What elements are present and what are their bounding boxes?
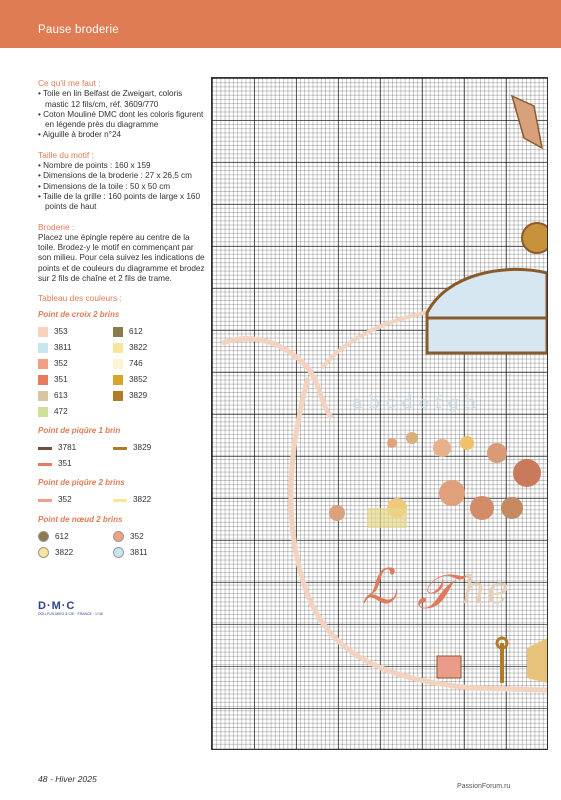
color-code: 3822: [133, 495, 152, 505]
size-title: Taille du motif :: [38, 149, 94, 160]
color-code: 352: [58, 495, 72, 505]
materials-item: • Coton Mouliné DMC dont les coloris figurent en légende près du diagramme: [38, 109, 204, 130]
color-swatch: [38, 343, 48, 353]
chart-motif-illustration: [212, 78, 547, 749]
color-swatch: [38, 407, 48, 417]
color-code: 3781: [58, 443, 77, 453]
color-code: 3829: [129, 390, 148, 400]
size-item: • Nombre de points : 160 x 159: [38, 161, 151, 171]
color-swatch: [113, 447, 127, 450]
legend-row: [38, 456, 208, 472]
legend-row: [38, 324, 208, 340]
dmc-logo: [38, 600, 103, 616]
legend-item: [113, 547, 188, 558]
alphabet-row-decoration: a b c d e f g h: [352, 392, 477, 413]
legend-row: [38, 356, 208, 372]
dmc-logo-text: D·M·C: [38, 600, 76, 612]
embroidery-title: Broderie :: [38, 221, 75, 232]
knot-title: Point de nœud 2 brins: [38, 514, 123, 524]
page-footer: 48 - Hiver 2025: [38, 774, 97, 784]
legend-item: [113, 375, 188, 385]
cross-stitch-legend: [38, 324, 208, 420]
legend-item: [113, 391, 188, 401]
script-letter-l: ℒ: [362, 559, 397, 615]
legend-item: [38, 391, 113, 401]
color-code: 352: [130, 531, 144, 541]
colors-title: Tableau des couleurs :: [38, 293, 122, 304]
materials-item: • Aiguille à broder n°24: [38, 130, 122, 140]
color-swatch: [113, 547, 124, 558]
legend-item: [38, 495, 113, 505]
legend-row: [38, 545, 208, 561]
color-swatch: [38, 531, 49, 542]
cross-stitch-chart: [211, 77, 548, 750]
section-title: Pause broderie: [38, 24, 119, 36]
legend-item: [38, 343, 113, 353]
legend-item: [113, 495, 188, 505]
legend-item: [113, 531, 188, 542]
dmc-logo-subtitle: DOLLFUS-MIEG & CIE · FRANCE · 1746: [38, 612, 103, 616]
color-code: 352: [54, 358, 68, 368]
legend-item: [38, 407, 113, 417]
color-swatch: [113, 359, 123, 369]
materials-item: • Toile en lin Belfast de Zweigart, coloris mastic 12 fils/cm, réf. 3609/770: [38, 89, 183, 109]
script-letter-t: 𝒯: [417, 564, 454, 620]
legend-item: [113, 327, 188, 337]
floral-garland: [329, 432, 541, 528]
size-item: • Dimensions de la toile : 50 x 50 cm: [38, 181, 171, 191]
legend-item: [38, 375, 113, 385]
color-swatch: [38, 463, 52, 466]
color-code: 3822: [55, 547, 74, 557]
right-edge-decoration: [527, 638, 547, 683]
legend-item: [38, 359, 113, 369]
legend-item: [113, 343, 188, 353]
backstitch1-title: Point de piqûre 1 brin: [38, 425, 121, 435]
color-code: 3829: [133, 443, 152, 453]
legend-row: [38, 493, 208, 509]
color-swatch: [38, 327, 48, 337]
color-code: 612: [129, 326, 143, 336]
color-swatch: [113, 531, 124, 542]
legend-item: [38, 443, 113, 453]
color-code: 472: [54, 406, 68, 416]
color-swatch: [38, 447, 52, 450]
color-code: 353: [54, 326, 68, 336]
legend-row: [38, 440, 208, 456]
color-code: 3811: [130, 547, 148, 557]
color-swatch: [38, 499, 52, 502]
cross-stitch-title: Point de croix 2 brins: [38, 309, 120, 319]
knot-legend: [38, 529, 208, 561]
color-swatch: [113, 375, 123, 385]
color-swatch: [113, 391, 123, 401]
teapot-body-outline: [291, 378, 547, 690]
color-swatch: [113, 499, 127, 502]
color-code: 3811: [54, 342, 72, 352]
backstitch1-legend: [38, 440, 208, 472]
legend-row: [38, 372, 208, 388]
page-header: [0, 0, 561, 48]
color-code: 613: [54, 390, 68, 400]
color-code: 351: [58, 459, 72, 469]
watermark: PassionForum.ru: [457, 783, 511, 790]
color-code: 746: [129, 358, 143, 368]
color-code: 3852: [129, 374, 148, 384]
key-icon: [497, 638, 507, 683]
legend-item: [38, 459, 113, 469]
size-item: • Dimensions de la broderie : 27 x 26,5 cm: [38, 171, 192, 181]
legend-item: [38, 327, 113, 337]
backstitch2-legend: [38, 493, 208, 509]
backstitch2-title: Point de piqûre 2 brins: [38, 478, 125, 488]
embroidery-text: Placez une épingle repère au centre de la toile. Brodez-y le motif en commençant par son milieu. Pour cela suivez les indications de points et de couleurs du diagramme et brodez sur 2 fils de chaîne et 2 fils de trame.: [38, 232, 205, 284]
color-code: 612: [55, 531, 69, 541]
legend-item: [38, 547, 113, 558]
materials-title: Ce qu'il me faut :: [38, 78, 101, 88]
lid-knob: [522, 223, 547, 253]
color-swatch: [38, 359, 48, 369]
legend-row: [38, 404, 208, 420]
legend-row: [38, 340, 208, 356]
small-teapot-icon: [437, 656, 461, 678]
legend-row: [38, 529, 208, 545]
legend-item: [113, 443, 188, 453]
color-swatch: [38, 375, 48, 385]
legend-item: [38, 531, 113, 542]
color-swatch: [38, 391, 48, 401]
legend-row: [38, 388, 208, 404]
size-list: [38, 161, 208, 212]
color-code: 3822: [129, 342, 148, 352]
teapot-spout-outline: [222, 339, 332, 418]
size-item: • Taille de la grille : 160 points de large x 160 points de haut: [38, 191, 201, 212]
materials-list: [38, 89, 208, 140]
legend-item: [113, 359, 188, 369]
teapot-lid: [427, 269, 547, 353]
color-swatch: [113, 343, 123, 353]
top-decoration: [512, 96, 542, 148]
color-swatch: [38, 547, 49, 558]
color-swatch: [113, 327, 123, 337]
color-code: 351: [54, 374, 68, 384]
instructions-column: [38, 78, 208, 561]
script-letters-tail: he: [462, 568, 509, 612]
